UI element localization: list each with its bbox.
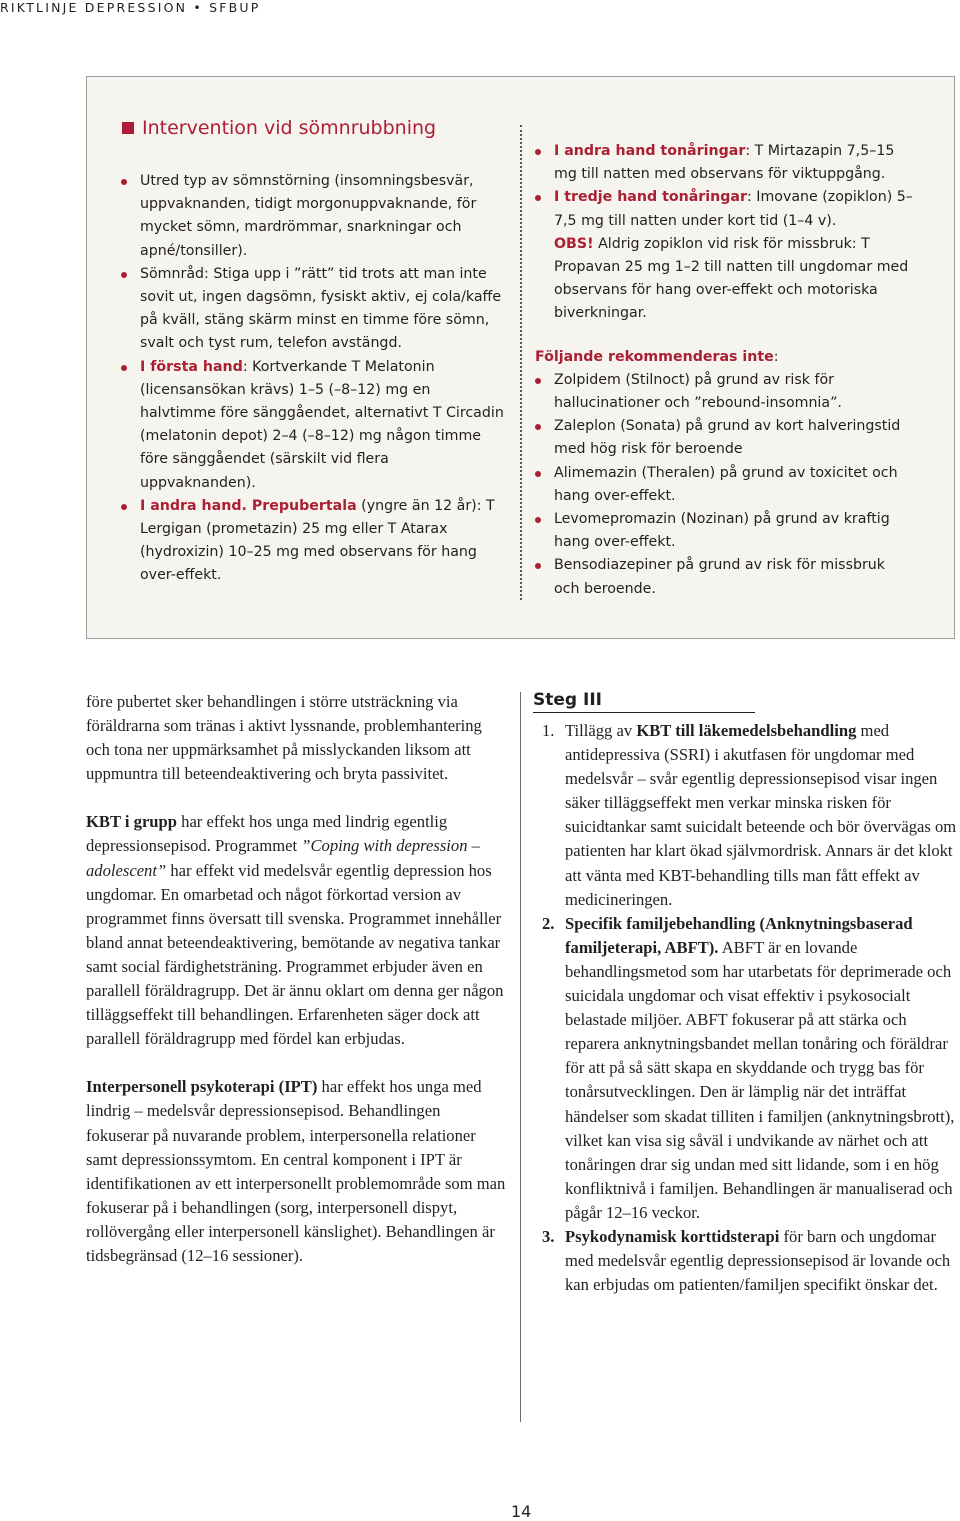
list-item: I tredje hand tonåringar: Imovane (zopiklon) 5–7,5 mg till natten under kort tid (1–4 v). [535,186,913,232]
list-item: Alimemazin (Theralen) på grund av toxicitet och hang over-effekt. [535,462,913,508]
obs-note: OBS! Aldrig zopiklon vid risk för missbruk: T Propavan 25 mg 1–2 till natten till ungdomar med observans för hang over-effekt och motoriska biverkningar. [554,235,909,322]
list-item: I andra hand. Prepubertala (yngre än 12 år): T Lergigan (prometazin) 25 mg eller T Atarax (hydroxizin) 10–25 mg med observans för hang over-effekt. [121,495,509,588]
list-item: Zaleplon (Sonata) på grund av kort halveringstid med hög risk för beroende [535,415,913,461]
list-item: Levomepromazin (Nozinan) på grund av kraftig hang over-effekt. [535,508,913,554]
box-right-column [535,140,913,601]
list-item: Utred typ av sömnstörning (insomningsbesvär, uppvaknanden, tidigt morgonuppvaknande, för mycket sömn, mardrömmar, snarkningar och apné/tonsiller). [121,170,509,263]
numbered-item: 3. Psykodynamisk korttidsterapi för barn och ungdomar med medelsvår egentlig depressionsepisod är lovande och kan erbjudas om patienten/familjen specifikt önskar det. [542,1226,951,1295]
box-title [122,117,436,139]
body-right-column [533,690,958,1297]
list-item: I första hand: Kortverkande T Melatonin (licensansökan krävs) 1–5 (–8–12) mg en halvtimme före sänggåendet, alternativt T Circadin (melatonin depot) 2–4 (–8–12) mg någon timme före sänggåendet (särskilt vid flera uppvaknanden). [121,356,509,495]
not-recommended-heading: Följande rekommenderas inte: [535,348,779,365]
numbered-item: 1. Tillägg av KBT till läkemedelsbehandling med antidepressiva (SSRI) i akutfasen för ungdomar med medelsvår – svår egentlig depressionsepisod visar ingen säker tilläggseffekt men verkar minska risken för suicidtankar samt suicidalt beteende och bör övervägas om patienten har klart ökad självmordrisk. Annars är det klokt att vänta med KBT-behandling tills man fått effekt av medicineringen. [542,721,957,909]
paragraph: före pubertet sker behandlingen i större utsträckning via föräldrarna som tränas i aktivt lyssnande, problemhantering och tona ner uppmärksamhet på misslyckanden liksom att uppmuntra till beteendeaktivering och bryta passivitet. [86,692,482,784]
list-item: Zolpidem (Stilnoct) på grund av risk för hallucinationer och ”rebound-insomnia”. [535,369,913,415]
paragraph: KBT i grupp har effekt hos unga med lindrig egentlig depressionsepisod. Programmet ”Coping with depression – adolescent” har effekt vid medelsvår egentlig depression hos ungdomar. En omarbetad och något förkortad version av programmet finns översatt till svenska. Programmet innehåller bland annat beteendeaktivering, bemötande av negativa tankar samt social färdighetsträning. Programmet erbjuder även en parallell föräldragrupp. Det är ännu oklart om denna ger någon tilläggseffekt till behandlingen. Erfarenheten säger dock att parallell föräldragrupp med fördel kan erbjudas. [86,812,504,1049]
list-item: Bensodiazepiner på grund av risk för missbruk och beroende. [535,554,913,600]
body-left-column [86,690,506,1292]
paragraph: Interpersonell psykoterapi (IPT) har effekt hos unga med lindrig – medelsvår depressionsepisod. Behandlingen fokuserar på nuvarande problem, interpersonella relationer samt depressionssymtom. En central komponent i IPT är identifikationen av ett interpersonellt problemområde som man fokuserar på i behandlingen (sorg, interpersonell dispyt, rollövergång eller interpersonell känslighet). Behandlingen är tidsbegränsad (12–16 sessioner). [86,1077,506,1265]
page-number: 14 [511,1502,532,1521]
list-item: Sömnråd: Stiga upp i ”rätt” tid trots att man inte sovit ut, ingen dagsömn, fysiskt aktiv, ej cola/kaffe på kväll, stäng skärm minst en timme före sömn, svalt och tyst rum, telefon avstängd. [121,263,509,356]
square-bullet-icon [122,122,134,134]
list-item: I andra hand tonåringar: T Mirtazapin 7,5–15 mg till natten med observans för viktuppgång. [535,140,913,186]
box-title-text: Intervention vid sömnrubbning [142,117,437,139]
column-rule [520,692,521,1422]
column-divider [520,125,522,600]
numbered-item: 2. Specifik familjebehandling (Anknytningsbaserad familjeterapi, ABFT). ABFT är en lovande behandlingsmetod som har utarbetats för deprimerade och suicidala ungdomar och visat effektiv i psykosocialt belastade miljöer. ABFT fokuserar på att stärka och reparera anknytningsbandet mellan tonåring och föräldrar för att på så sätt skapa en skyddande och trygg bas för tonårsutvecklingen. Den är lämplig när det inträffat händelser som skadat tilliten i familjen (anknytningsbrott), vilket kan visa sig såväl i undvikande av närhet och att tonåringen drar sig undan med sitt lidande, som i en hög konfliktnivå i familjen. Behandlingen är manualiserad och pågår 12–16 veckor. [542,913,955,1222]
section-heading: Steg III [533,690,755,713]
running-head: RIKTLINJE DEPRESSION • SFBUP [0,0,261,15]
box-left-column [121,170,509,588]
